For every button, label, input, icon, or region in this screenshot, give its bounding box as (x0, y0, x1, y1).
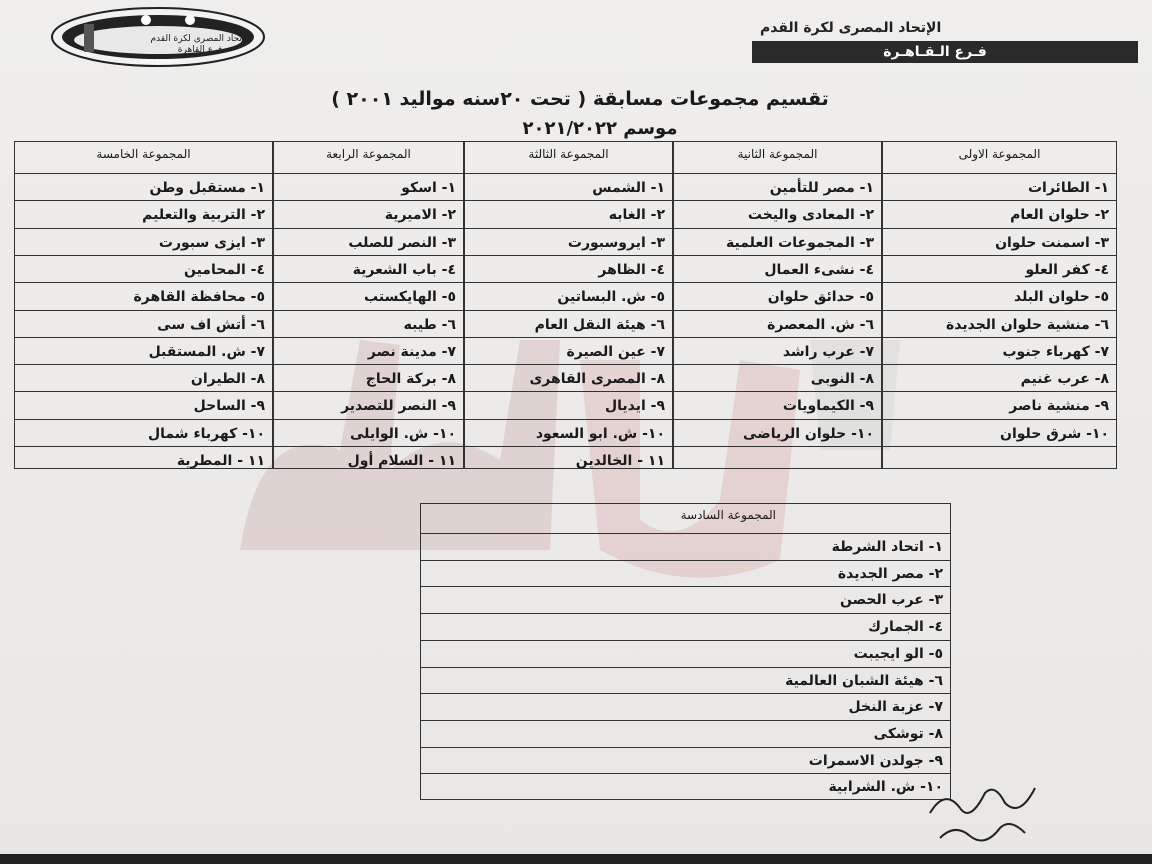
logo-text-top: الاتحاد المصرى لكرة القدم (150, 34, 250, 44)
team-cell: ١- مصر للتأمين (769, 180, 874, 196)
row-divider (273, 200, 464, 201)
team-cell: ١٠- شرق حلوان (1000, 425, 1109, 442)
row-divider (882, 310, 1117, 311)
team-cell: ٣- ايروسبورت (567, 234, 665, 251)
team-cell: ١١ - السلام أول (347, 453, 456, 469)
row-divider (882, 419, 1117, 420)
team-cell: ١٠- ش. الوايلى (349, 425, 456, 442)
row-divider (273, 228, 464, 229)
team-cell: ٥- الهايكستب (364, 289, 456, 306)
team-cell: ٦- منشية حلوان الجديدة (946, 316, 1109, 333)
team-cell: ٩- النصر للتصدير (341, 398, 456, 415)
season-label: موسم ٢٠٢١/٢٠٢٢ (522, 118, 678, 139)
logo-text-en: CAIRO BRANCH (134, 59, 182, 66)
row-divider (673, 446, 882, 447)
logo-text-bottom: فرع القاهرة (177, 45, 223, 55)
row-divider (673, 310, 882, 311)
row-divider (882, 446, 1117, 447)
team-cell: ٨- توشكى (873, 725, 943, 742)
team-cell: ٧- عرب راشد (782, 343, 874, 360)
team-cell: ٨- عرب غنيم (1020, 371, 1109, 388)
team-cell: ٤- باب الشعرية (352, 261, 456, 278)
federation-logo (50, 6, 266, 68)
row-divider (882, 200, 1117, 201)
row-divider (14, 337, 273, 338)
row-divider (882, 255, 1117, 256)
row-divider (464, 364, 673, 365)
group-header: المجموعة الاولى (958, 147, 1041, 161)
row-divider (273, 173, 464, 174)
team-cell: ١٠- كهرباء شمال (148, 425, 265, 442)
row-divider (464, 310, 673, 311)
team-cell: ٥- حدائق حلوان (767, 289, 874, 306)
team-cell: ٢- التربية والتعليم (142, 207, 265, 224)
page-title: تقسيم مجموعات مسابقة ( تحت ٢٠سنه مواليد ٢٠٠١ ) (331, 88, 829, 110)
row-divider (420, 586, 951, 587)
row-divider (673, 337, 882, 338)
row-divider (14, 391, 273, 392)
team-cell: ٣- اسمنت حلوان (995, 234, 1109, 251)
federation-name: الإتحاد المصرى لكرة القدم (760, 20, 942, 36)
team-cell: ٢- الغابه (608, 207, 665, 224)
row-divider (273, 364, 464, 365)
row-divider (673, 391, 882, 392)
team-cell: ١٠- ش. ابو السعود (535, 425, 665, 442)
team-cell: ٢- مصر الجديدة (837, 565, 943, 582)
team-cell: ٤- المحامين (183, 261, 265, 278)
team-cell: ٣- المجموعات العلمية (726, 234, 874, 251)
team-cell: ٩- منشية ناصر (1009, 398, 1109, 415)
row-divider (882, 364, 1117, 365)
row-divider (14, 419, 273, 420)
group-header: المجموعة الثانية (737, 147, 818, 161)
row-divider (420, 693, 951, 694)
team-cell: ٤- الظاهر (598, 261, 665, 278)
row-divider (420, 773, 951, 774)
row-divider (273, 446, 464, 447)
team-cell: ٨- الطيران (190, 371, 265, 388)
row-divider (14, 310, 273, 311)
team-cell: ٧- مدينة نصر (367, 343, 456, 360)
row-divider (464, 255, 673, 256)
row-divider (464, 173, 673, 174)
team-cell: ٧- عين الصيرة (566, 343, 665, 360)
team-cell: ١- اسكو (401, 180, 456, 196)
team-cell: ١١ - الخالدين (575, 453, 665, 469)
team-cell: ٤- الجمارك (868, 619, 943, 636)
row-divider (273, 255, 464, 256)
row-divider (882, 391, 1117, 392)
team-cell: ١- الطائرات (1027, 180, 1109, 196)
row-divider (464, 446, 673, 447)
row-divider (420, 560, 951, 561)
team-cell: ٦- أتش اف سى (157, 316, 265, 333)
row-divider (673, 173, 882, 174)
group-header: المجموعة الثالثة (528, 147, 609, 161)
row-divider (464, 228, 673, 229)
row-divider (14, 364, 273, 365)
row-divider (273, 337, 464, 338)
team-cell: ٤- نشىء العمال (764, 261, 874, 278)
row-divider (420, 613, 951, 614)
team-cell: ٣- ايزى سبورت (158, 234, 265, 251)
row-divider (464, 419, 673, 420)
team-cell: ٨- النوبى (810, 371, 874, 388)
row-divider (882, 282, 1117, 283)
team-cell: ١١ - المطرية (176, 453, 265, 469)
row-divider (420, 667, 951, 668)
team-cell: ٢- المعادى واليخت (747, 207, 874, 224)
team-cell: ١- مستقبل وطن (149, 180, 265, 196)
team-cell: ٩- الساحل (193, 398, 265, 415)
team-cell: ٤- كفر العلو (1025, 261, 1109, 278)
bottom-edge (0, 854, 1152, 864)
row-divider (273, 310, 464, 311)
row-divider (464, 391, 673, 392)
team-cell: ٦- هيئة الشبان العالمية (785, 672, 943, 689)
group-header: المجموعة الخامسة (96, 147, 191, 161)
signature-mark (925, 778, 1045, 848)
row-divider (420, 747, 951, 748)
team-cell: ٦- هيئة النقل العام (534, 316, 665, 333)
row-divider (673, 255, 882, 256)
team-cell: ٦- ش. المعصرة (767, 316, 874, 333)
team-cell: ١- الشمس (592, 180, 665, 196)
row-divider (882, 173, 1117, 174)
row-divider (420, 640, 951, 641)
team-cell: ٢- الاميرية (384, 207, 456, 224)
team-cell: ٥- الو ايجيبت (853, 645, 943, 662)
row-divider (273, 282, 464, 283)
team-cell: ٨- المصرى القاهرى (529, 371, 665, 388)
team-cell: ١٠- ش. الشرابية (828, 779, 943, 796)
team-cell: ٢- حلوان العام (1010, 207, 1109, 224)
row-divider (273, 419, 464, 420)
row-divider (673, 419, 882, 420)
row-divider (14, 282, 273, 283)
team-cell: ٧- ش. المستقبل (148, 343, 265, 360)
row-divider (273, 391, 464, 392)
row-divider (464, 337, 673, 338)
team-cell: ٥- محافظة القاهرة (133, 289, 265, 306)
team-cell: ٧- عزبة النخل (848, 699, 943, 716)
row-divider (673, 364, 882, 365)
team-cell: ٦- طيبه (403, 316, 456, 333)
row-divider (420, 720, 951, 721)
row-divider (882, 228, 1117, 229)
row-divider (464, 282, 673, 283)
team-cell: ٣- عرب الحصن (840, 592, 943, 609)
row-divider (14, 228, 273, 229)
row-divider (673, 282, 882, 283)
team-cell: ١٠- حلوان الرياضى (743, 425, 874, 442)
team-cell: ٩- جولدن الاسمرات (808, 752, 943, 769)
team-cell: ٥- ش. البساتين (557, 289, 665, 306)
row-divider (14, 173, 273, 174)
team-cell: ٣- النصر للصلب (348, 234, 456, 251)
row-divider (673, 200, 882, 201)
team-cell: ١- اتحاد الشرطة (831, 539, 943, 555)
team-cell: ٥- حلوان البلد (1013, 289, 1109, 306)
row-divider (673, 228, 882, 229)
row-divider (882, 337, 1117, 338)
branch-name: فـرع الـقـاهـرة (883, 44, 987, 60)
row-divider (464, 200, 673, 201)
team-cell: ٩- ايديال (604, 398, 665, 415)
team-cell: ٨- بركة الحاج (365, 371, 456, 388)
row-divider (14, 255, 273, 256)
group6-header: المجموعة السادسة (680, 508, 776, 522)
group-header: المجموعة الرابعة (326, 147, 411, 161)
team-cell: ٩- الكيماويات (782, 398, 874, 415)
team-cell: ٧- كهرباء جنوب (1002, 343, 1109, 360)
row-divider (420, 533, 951, 534)
row-divider (14, 446, 273, 447)
row-divider (14, 200, 273, 201)
